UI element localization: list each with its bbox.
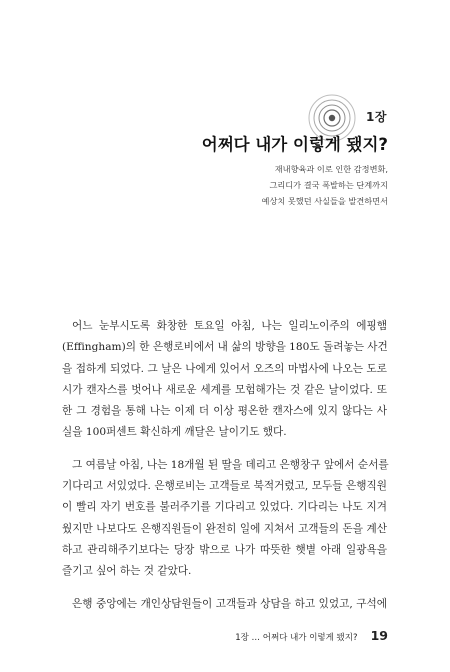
text-line: 즐기고 싶어 하는 것 같았다. bbox=[62, 565, 192, 578]
page-footer bbox=[235, 625, 388, 644]
body-text bbox=[62, 316, 387, 615]
text-line: 어느 눈부시도록 화창한 토요일 아침, 나는 일리노이주의 에핑햄 bbox=[72, 320, 387, 332]
text-line: 실을 100퍼센트 확신하게 깨달은 날이기도 했다. bbox=[62, 426, 287, 439]
paragraph bbox=[62, 594, 387, 615]
text-line: 은행 중앙에는 개인상담원들이 고객들과 상담을 하고 있었고, 구석에 bbox=[72, 597, 387, 610]
text-line: 기다리고 서있었다. 은행로비는 고객들로 북적거렸고, 모두들 은행직원 bbox=[62, 480, 387, 493]
text-line: 한 그 경험을 통해 나는 이제 더 이상 평온한 캔자스에 있지 않다는 사 bbox=[62, 405, 387, 418]
chapter-title: 어쩌다 내가 이렇게 됐지? bbox=[201, 135, 388, 154]
text-line: 이 빨리 자기 번호를 불러주기를 기다리고 있었다. 기다리는 나도 지겨 bbox=[62, 501, 387, 514]
epigraph-line: 재내향육과 이로 인한 감정변화, bbox=[274, 164, 388, 174]
chapter-epigraph bbox=[262, 161, 388, 209]
paragraph bbox=[62, 455, 387, 583]
running-head: 1장 … 어쩌다 내가 이렇게 됐지? bbox=[235, 633, 358, 643]
page-number: 19 bbox=[370, 628, 388, 643]
chapter-number: 1장 bbox=[366, 110, 387, 124]
epigraph-line: 예상치 못했던 사실들을 발견하면서 bbox=[261, 196, 388, 206]
text-line: 을 접하게 되었다. 그 날은 나에게 있어서 오즈의 마법사에 나오는 도로 bbox=[62, 362, 387, 375]
epigraph-line: 그리디가 결국 폭발하는 단계까지 bbox=[269, 180, 388, 190]
text-line: (Effingham)의 한 은행로비에서 내 삶의 방향을 180도 돌려놓는 사건 bbox=[62, 341, 388, 354]
text-line: 웠지만 나보다도 은행직원들이 완전히 일에 지쳐서 고객들의 돈을 계산 bbox=[62, 522, 387, 535]
paragraph bbox=[62, 316, 387, 444]
text-line: 그 여름날 아침, 나는 18개월 된 딸을 데리고 은행창구 앞에서 순서를 bbox=[72, 458, 389, 471]
text-line: 하고 관리해주기보다는 당장 밖으로 나가 따뜻한 햇볕 아래 일광욕을 bbox=[62, 543, 387, 556]
text-line: 시가 캔자스를 벗어나 새로운 세계를 모험해가는 것 같은 날이었다. 또 bbox=[62, 383, 387, 396]
